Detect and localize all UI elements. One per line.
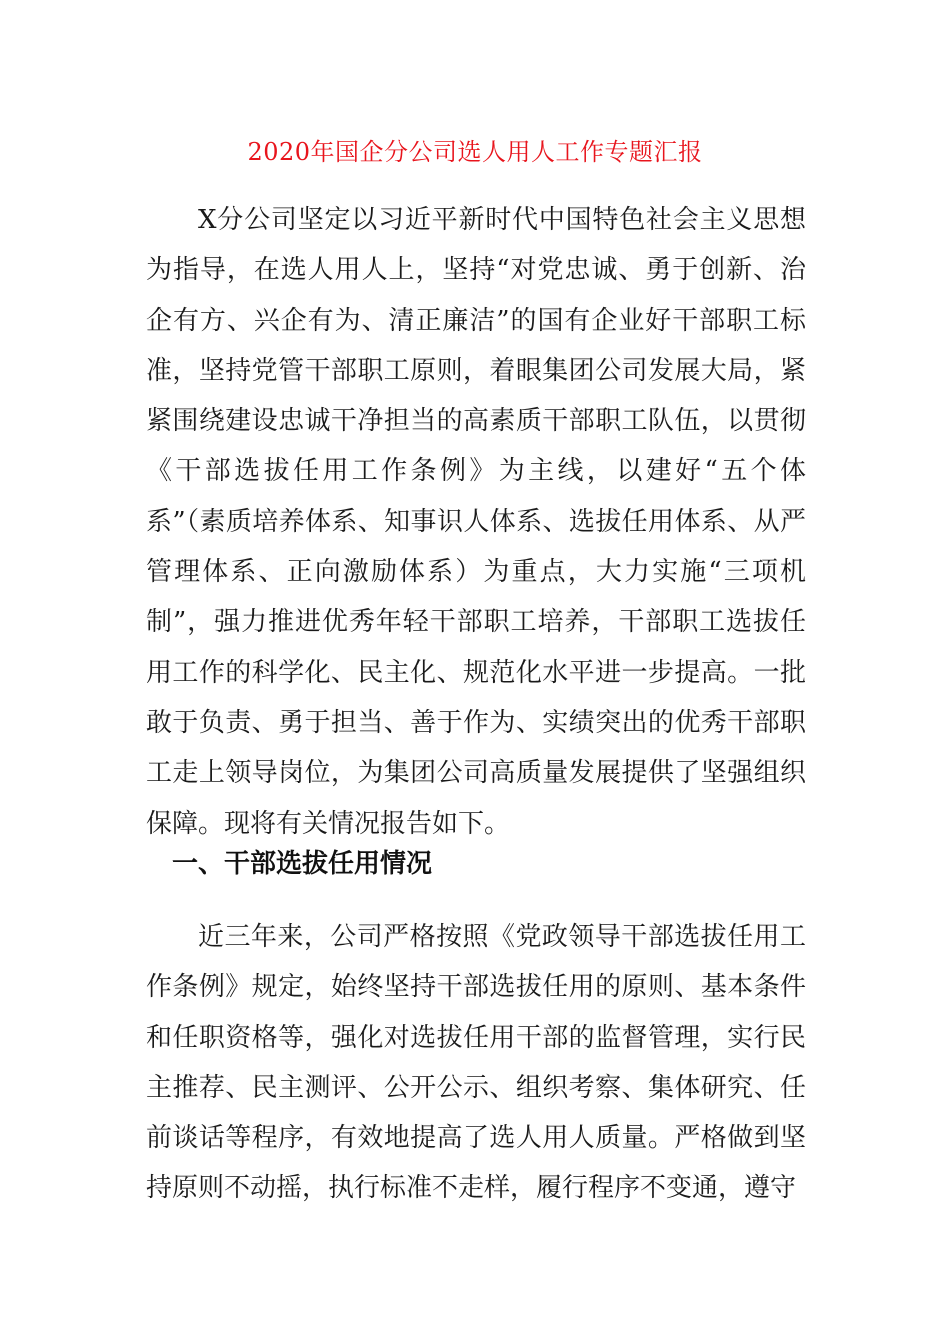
intro-paragraph: X分公司坚定以习近平新时代中国特色社会主义思想为指导，在选人用人上，坚持“对党忠诚、勇于创新、治企有方、兴企有为、清正廉洁”的国有企业好干部职工标准，坚持党管干部职工原则，着眼集团公司发展大局，紧紧围绕建设忠诚干净担当的高素质干部职工队伍，以贯彻《干部选拔任用工作条例》为主线，以建好“五个体系”（素质培养体系、知事识人体系、选拔任用体系、从严管理体系、正向激励体系）为重点，大力实施“三项机制”，强力推进优秀年轻干部职工培养，干部职工选拔任用工作的科学化、民主化、规范化水平进一步提高。一批敢于负责、勇于担当、善于作为、实绩突出的优秀干部职工走上领导岗位，为集团公司高质量发展提供了坚强组织保障。现将有关情况报告如下。 xyxy=(146,205,806,839)
section-heading: 一、干部选拔任用情况 xyxy=(172,849,433,879)
document-title: 2020年国企分公司选人用人工作专题汇报 xyxy=(247,138,703,166)
section-paragraph: 近三年来，公司严格按照《党政领导干部选拔任用工作条例》规定，始终坚持干部选拔任用的原则、基本条件和任职资格等，强化对选拔任用干部的监督管理，实行民主推荐、民主测评、公开公示、组织考察、集体研究、任前谈话等程序，有效地提高了选人用人质量。严格做到坚持原则不动摇，执行标准不走样，履行程序不变通，遵守 xyxy=(146,922,806,1204)
